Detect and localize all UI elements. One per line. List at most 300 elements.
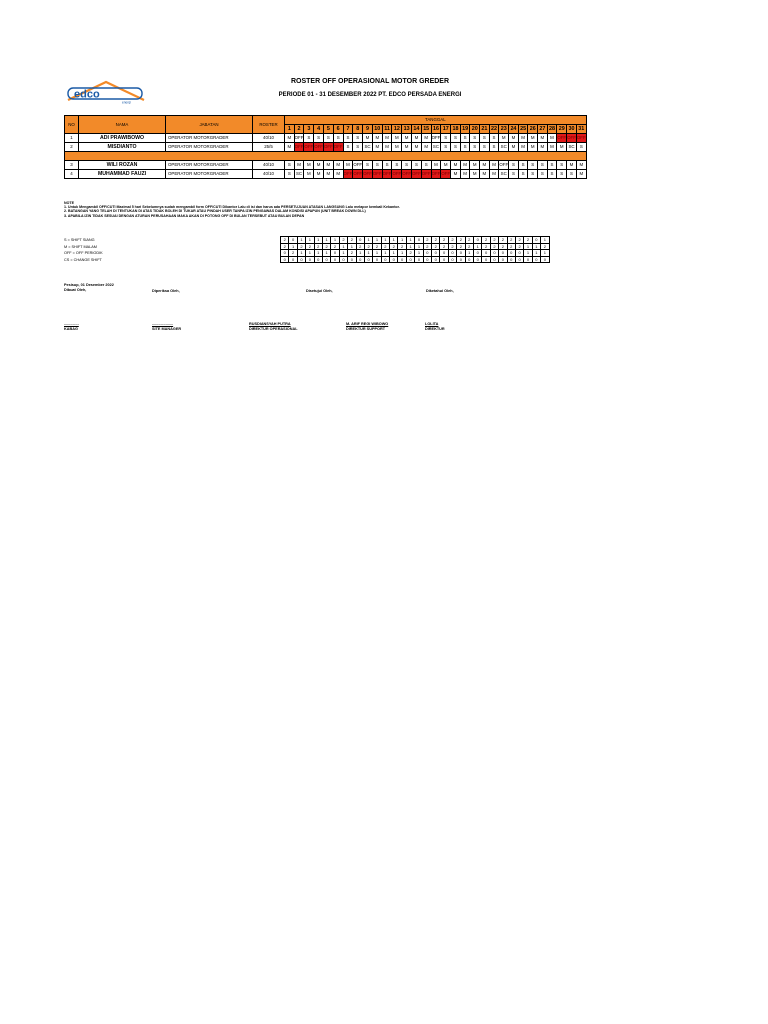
shift-cell: S: [343, 143, 353, 152]
shift-cell: S: [538, 170, 548, 179]
day-header: 31: [578, 126, 585, 132]
shift-cell: OFF: [343, 170, 353, 179]
count-cell: 2: [339, 237, 347, 244]
count-cell: 0: [473, 256, 481, 263]
shift-cell: S: [314, 134, 324, 143]
count-cell: 1: [306, 237, 314, 244]
count-cell: 0: [423, 256, 431, 263]
count-cell: 1: [331, 237, 339, 244]
shift-cell: M: [460, 170, 470, 179]
day-header: 4: [314, 125, 324, 134]
shift-cell: M: [538, 134, 548, 143]
employee-name: WILI ROZAN: [79, 161, 166, 170]
count-cell: 2: [390, 243, 398, 250]
day-header: 26: [529, 126, 536, 132]
count-cell: 0: [339, 256, 347, 263]
shift-cell: OFF: [323, 143, 333, 152]
shift-cell: S: [480, 143, 490, 152]
shift-cell: M: [547, 143, 557, 152]
shift-cell: S: [470, 134, 480, 143]
day-header: 21: [481, 126, 488, 132]
count-cell: 2: [515, 243, 523, 250]
shift-cell: OFF: [363, 170, 373, 179]
shift-cell: M: [304, 161, 314, 170]
day-header: 20: [471, 126, 478, 132]
day-header: 19: [462, 126, 469, 132]
shift-cell: S: [547, 161, 557, 170]
row-no: 3: [65, 161, 79, 170]
day-header: 6: [333, 125, 343, 134]
shift-cell: M: [392, 134, 402, 143]
shift-cell: S: [460, 143, 470, 152]
count-cell: 1: [415, 243, 423, 250]
count-cell: 2: [331, 243, 339, 250]
count-cell: 2: [457, 237, 465, 244]
count-cell: 0: [356, 256, 364, 263]
shift-cell: M: [441, 161, 451, 170]
shift-cell: S: [441, 134, 451, 143]
day-header: 24: [510, 126, 517, 132]
shift-cell: M: [528, 134, 538, 143]
count-cell: 2: [373, 243, 381, 250]
dibuat-label: Dibuat Oleh,: [64, 288, 87, 292]
count-cell: 2: [440, 243, 448, 250]
count-cell: 2: [482, 243, 490, 250]
shift-cell: M: [518, 134, 528, 143]
count-cell: 0: [398, 256, 406, 263]
shift-cell: S: [509, 161, 519, 170]
shift-cell: S: [353, 143, 363, 152]
day-header: 30: [568, 126, 575, 132]
signer-title: KABAG: [64, 326, 78, 331]
disetujui-label: Disetujui Oleh,: [306, 289, 333, 293]
shift-cell: S: [528, 161, 538, 170]
day-header: 15: [423, 126, 430, 132]
count-cell: 0: [473, 250, 481, 257]
count-cell: 2: [297, 243, 305, 250]
shift-cell: S: [441, 143, 451, 152]
count-cell: 1: [398, 250, 406, 257]
logo-wordmark: edco: [74, 88, 100, 101]
shift-cell: OFF: [567, 134, 577, 143]
shift-cell: OFF: [421, 170, 431, 179]
shift-cell: M: [431, 161, 441, 170]
shift-cell: M: [538, 143, 548, 152]
count-cell: 0: [515, 256, 523, 263]
signer-title: DIREKTUR: [425, 326, 445, 331]
shift-cell: M: [480, 161, 490, 170]
row-no: 2: [65, 143, 79, 152]
count-cell: 1: [373, 250, 381, 257]
shift-cell: S: [518, 161, 528, 170]
count-cell: 0: [490, 256, 498, 263]
signer-direktur-support: [346, 322, 388, 331]
count-cell: 2: [281, 237, 289, 244]
table-row: [65, 161, 587, 170]
count-cell: 2: [440, 237, 448, 244]
shift-cell: M: [509, 134, 519, 143]
count-cell: 1: [532, 243, 540, 250]
day-header: 12: [393, 126, 400, 132]
day-header: 2: [294, 125, 304, 134]
shift-cell: M: [412, 143, 422, 152]
day-header: 14: [413, 126, 420, 132]
shift-cell: S: [382, 161, 392, 170]
shift-cell: OFF: [314, 143, 324, 152]
shift-cell: S: [518, 170, 528, 179]
count-cell: 1: [297, 250, 305, 257]
count-cell: 0: [331, 256, 339, 263]
signer-kabag: [64, 322, 79, 331]
legend-item: M = SHIFT MALAM: [64, 244, 97, 249]
shift-cell: M: [547, 134, 557, 143]
header-tanggal: TANGGAL: [285, 116, 587, 125]
shift-cell: SC: [567, 143, 577, 152]
shift-cell: OFF: [294, 134, 304, 143]
shift-cell: S: [480, 134, 490, 143]
shift-cell: OFF: [441, 170, 451, 179]
day-header: 23: [500, 126, 507, 132]
shift-cell: M: [576, 170, 586, 179]
count-cell: 0: [482, 250, 490, 257]
day-header: 17: [442, 126, 449, 132]
count-cell: 0: [348, 256, 356, 263]
count-cell: 1: [356, 250, 364, 257]
header-nama: NAMA: [79, 116, 166, 134]
shift-cell: M: [294, 161, 304, 170]
diketahui-label: Diketahui Oleh,: [426, 289, 454, 293]
shift-cell: SC: [363, 143, 373, 152]
day-header: 13: [403, 126, 410, 132]
count-cell: 1: [339, 243, 347, 250]
count-cell: 1: [364, 237, 372, 244]
logo-subtext: energi: [122, 100, 131, 104]
shift-cell: M: [285, 143, 295, 152]
shift-cell: M: [576, 161, 586, 170]
count-cell: 1: [381, 250, 389, 257]
shift-cell: M: [323, 170, 333, 179]
count-cell: 1: [322, 250, 330, 257]
count-cell: 2: [364, 243, 372, 250]
signer-title: SITE MANAGER: [152, 326, 182, 331]
count-cell: 1: [406, 237, 414, 244]
count-cell: 0: [457, 250, 465, 257]
signer-title: DIREKTUR SUPPORT: [346, 326, 386, 331]
day-header: 7: [343, 125, 353, 134]
count-cell: 2: [482, 237, 490, 244]
shift-cell: S: [489, 143, 499, 152]
shift-cell: OFF: [392, 170, 402, 179]
count-cell: 2: [281, 243, 289, 250]
count-cell: 1: [322, 237, 330, 244]
notes-section: [64, 201, 400, 218]
shift-cell: S: [392, 161, 402, 170]
count-cell: 0: [373, 256, 381, 263]
day-header: 11: [382, 125, 392, 134]
table-row: [65, 143, 587, 152]
shift-cell: OFF: [353, 161, 363, 170]
count-cell: 1: [381, 237, 389, 244]
shift-legend: [64, 237, 103, 263]
shift-cell: M: [412, 134, 422, 143]
employee-roster: 40/10: [253, 161, 285, 170]
shift-cell: M: [489, 161, 499, 170]
count-cell: 0: [423, 250, 431, 257]
count-cell: 1: [524, 250, 532, 257]
shift-cell: M: [363, 134, 373, 143]
count-cell: 0: [532, 256, 540, 263]
day-header: 10: [374, 126, 381, 132]
legend-item: S = SHIFT SIANG: [64, 238, 95, 242]
count-cell: 1: [415, 250, 423, 257]
shift-cell: OFF: [294, 143, 304, 152]
day-header: 16: [432, 126, 439, 132]
shift-cell: S: [538, 161, 548, 170]
shift-cell: S: [285, 161, 295, 170]
count-cell: 1: [390, 237, 398, 244]
shift-cell: OFF: [333, 143, 343, 152]
legend-item: OFF = OFF PERIODIK: [64, 251, 103, 256]
count-cell: 2: [322, 243, 330, 250]
table-row: [65, 134, 587, 143]
count-cell: 0: [457, 256, 465, 263]
count-cell: 1: [348, 243, 356, 250]
signer-site-manager: [152, 322, 181, 331]
count-cell: 1: [473, 243, 481, 250]
employee-roster: 40/10: [253, 134, 285, 143]
note-item: 2. BATANGAN YANG TELAH DI TENTUKAN DI ATAS TIDAK BOLEH DI TUKAR ATAU PINDAH USER TANPA IZIN PENGAWAS DALAM KONDISI APAPUN (UNIT BREAK DOWN DLL): [64, 209, 366, 214]
employee-roster: 25/5: [253, 143, 285, 152]
count-row: [281, 243, 550, 250]
count-cell: 1: [364, 250, 372, 257]
count-cell: 2: [507, 243, 515, 250]
count-cell: 0: [364, 256, 372, 263]
count-cell: 0: [289, 256, 297, 263]
count-cell: 1: [373, 237, 381, 244]
signer-name: ..............: [64, 322, 79, 326]
shift-cell: S: [372, 161, 382, 170]
day-header: 29: [558, 126, 565, 132]
employee-job: OPERATOR MOTORGRADER: [166, 143, 253, 152]
shift-cell: M: [314, 170, 324, 179]
count-cell: 0: [448, 250, 456, 257]
count-cell: 2: [348, 237, 356, 244]
count-cell: 0: [541, 256, 549, 263]
count-cell: 0: [331, 250, 339, 257]
count-cell: 1: [406, 243, 414, 250]
count-row: [281, 256, 550, 263]
shift-cell: OFF: [402, 170, 412, 179]
shift-cell: S: [470, 143, 480, 152]
count-cell: 2: [465, 243, 473, 250]
shift-cell: M: [451, 170, 461, 179]
count-cell: 2: [306, 243, 314, 250]
count-cell: 0: [440, 250, 448, 257]
shift-cell: M: [567, 161, 577, 170]
signer-name: LOLITA: [425, 322, 439, 326]
shift-cell: M: [470, 161, 480, 170]
count-cell: 0: [465, 256, 473, 263]
row-no: 1: [65, 134, 79, 143]
day-header: 3: [304, 125, 314, 134]
diperiksa-label: Diperiksa Oleh,: [152, 289, 180, 293]
count-cell: 2: [448, 243, 456, 250]
count-cell: 1: [339, 250, 347, 257]
spacer-row: [65, 152, 587, 161]
count-cell: 2: [314, 243, 322, 250]
shift-cell: OFF: [372, 170, 382, 179]
employee-job: OPERATOR MOTORGRADER: [166, 161, 253, 170]
header-jabatan: JABATAN: [166, 116, 253, 134]
shift-cell: S: [304, 134, 314, 143]
day-header: 5: [323, 125, 333, 134]
header-roster: ROSTER: [253, 116, 285, 134]
count-cell: 2: [457, 243, 465, 250]
count-cell: 0: [306, 256, 314, 263]
shift-cell: OFF: [557, 134, 567, 143]
roster-table: [64, 115, 587, 179]
shift-cell: S: [547, 170, 557, 179]
count-cell: 2: [515, 237, 523, 244]
signer-name: M. ARIF REGI WIBOWO: [346, 322, 389, 326]
day-header: 28: [549, 126, 555, 132]
shift-cell: OFF: [382, 170, 392, 179]
count-cell: 0: [390, 256, 398, 263]
notes-label: NOTE: [64, 201, 74, 205]
shift-cell: OFF: [431, 170, 441, 179]
count-cell: 0: [281, 250, 289, 257]
shift-cell: S: [567, 170, 577, 179]
shift-cell: M: [509, 143, 519, 152]
count-cell: 0: [515, 250, 523, 257]
count-cell: 0: [490, 250, 498, 257]
shift-cell: M: [470, 170, 480, 179]
signer-direktur: [425, 322, 445, 331]
shift-cell: M: [499, 134, 509, 143]
signer-title: DIREKTUR OPERASIONAL: [249, 326, 298, 331]
shift-cell: M: [451, 161, 461, 170]
shift-cell: OFF: [499, 161, 509, 170]
legend-item: CS = CHANGE SHIFT: [64, 257, 102, 262]
header-no: NO: [65, 116, 79, 134]
shift-cell: OFF: [576, 134, 586, 143]
shift-cell: S: [333, 134, 343, 143]
page-title: ROSTER OFF OPERASIONAL MOTOR GREDER: [290, 78, 450, 85]
shift-cell: M: [323, 161, 333, 170]
shift-cell: M: [333, 161, 343, 170]
shift-cell: M: [489, 170, 499, 179]
count-cell: 1: [532, 250, 540, 257]
shift-count-table: [280, 236, 550, 263]
count-cell: 2: [423, 243, 431, 250]
count-cell: 2: [423, 237, 431, 244]
shift-cell: S: [489, 134, 499, 143]
note-item: 3. APABILA IZIN TIDAK SESUAI DENGAN ATURAN PERUSAHAAN MAKA AKAN DI POTONG OFF DI BULAN TERSEBUT ATAU BULAN DEPAN: [64, 213, 305, 218]
count-cell: 2: [524, 237, 532, 244]
shift-cell: S: [460, 134, 470, 143]
count-cell: 0: [473, 237, 481, 244]
shift-cell: M: [314, 161, 324, 170]
shift-cell: S: [363, 161, 373, 170]
count-cell: 0: [440, 256, 448, 263]
roster-header-row: [65, 116, 587, 125]
shift-cell: M: [382, 143, 392, 152]
employee-name: MUHAMMAD FAUZI: [79, 170, 166, 179]
count-cell: 1: [314, 237, 322, 244]
employee-job: OPERATOR MOTORGRADER: [166, 170, 253, 179]
day-header: 1: [285, 125, 295, 134]
signer-name: ....................: [152, 322, 174, 326]
shift-cell: S: [576, 143, 586, 152]
shift-cell: S: [421, 161, 431, 170]
shift-cell: S: [285, 170, 295, 179]
shift-cell: M: [557, 143, 567, 152]
count-cell: 2: [381, 243, 389, 250]
shift-cell: M: [343, 161, 353, 170]
count-cell: 0: [415, 237, 423, 244]
employee-name: ADI PRAWIBOWO: [79, 134, 166, 143]
employee-job: OPERATOR MOTORGRADER: [166, 134, 253, 143]
day-header: 22: [491, 126, 498, 132]
count-row: [281, 250, 550, 257]
count-cell: 1: [398, 237, 406, 244]
signer-name: RUSDIANSYAH PUTRA: [249, 322, 291, 326]
count-cell: 2: [499, 237, 507, 244]
count-cell: 0: [314, 256, 322, 263]
count-cell: 2: [432, 237, 440, 244]
shift-cell: SC: [499, 170, 509, 179]
count-cell: 2: [348, 250, 356, 257]
count-cell: 2: [507, 237, 515, 244]
count-cell: 0: [448, 256, 456, 263]
shift-cell: S: [451, 143, 461, 152]
shift-cell: OFF: [412, 170, 422, 179]
shift-cell: OFF: [353, 170, 363, 179]
table-row: [65, 170, 587, 179]
count-cell: 0: [322, 256, 330, 263]
shift-cell: S: [353, 134, 363, 143]
count-cell: 0: [499, 250, 507, 257]
shift-cell: S: [451, 134, 461, 143]
shift-cell: M: [333, 170, 343, 179]
count-cell: 0: [482, 256, 490, 263]
count-cell: 1: [541, 250, 549, 257]
place-date: Pesisup, 01 Desember 2022: [64, 283, 114, 287]
count-cell: 1: [306, 250, 314, 257]
count-cell: 1: [297, 237, 305, 244]
row-no: 4: [65, 170, 79, 179]
shift-cell: SC: [294, 170, 304, 179]
shift-cell: M: [460, 161, 470, 170]
shift-cell: M: [382, 134, 392, 143]
day-header: 18: [452, 126, 459, 132]
shift-cell: M: [304, 170, 314, 179]
count-cell: 0: [406, 256, 414, 263]
count-cell: 2: [490, 237, 498, 244]
count-cell: 0: [507, 250, 515, 257]
spacer-cell: [65, 152, 587, 161]
count-cell: 0: [297, 256, 305, 263]
count-cell: 0: [356, 237, 364, 244]
shift-cell: S: [343, 134, 353, 143]
count-cell: 0: [524, 256, 532, 263]
shift-cell: SC: [499, 143, 509, 152]
count-cell: 2: [289, 250, 297, 257]
shift-cell: S: [557, 170, 567, 179]
shift-cell: SC: [431, 143, 441, 152]
day-header: 25: [520, 126, 527, 132]
day-header: 9: [363, 125, 373, 134]
